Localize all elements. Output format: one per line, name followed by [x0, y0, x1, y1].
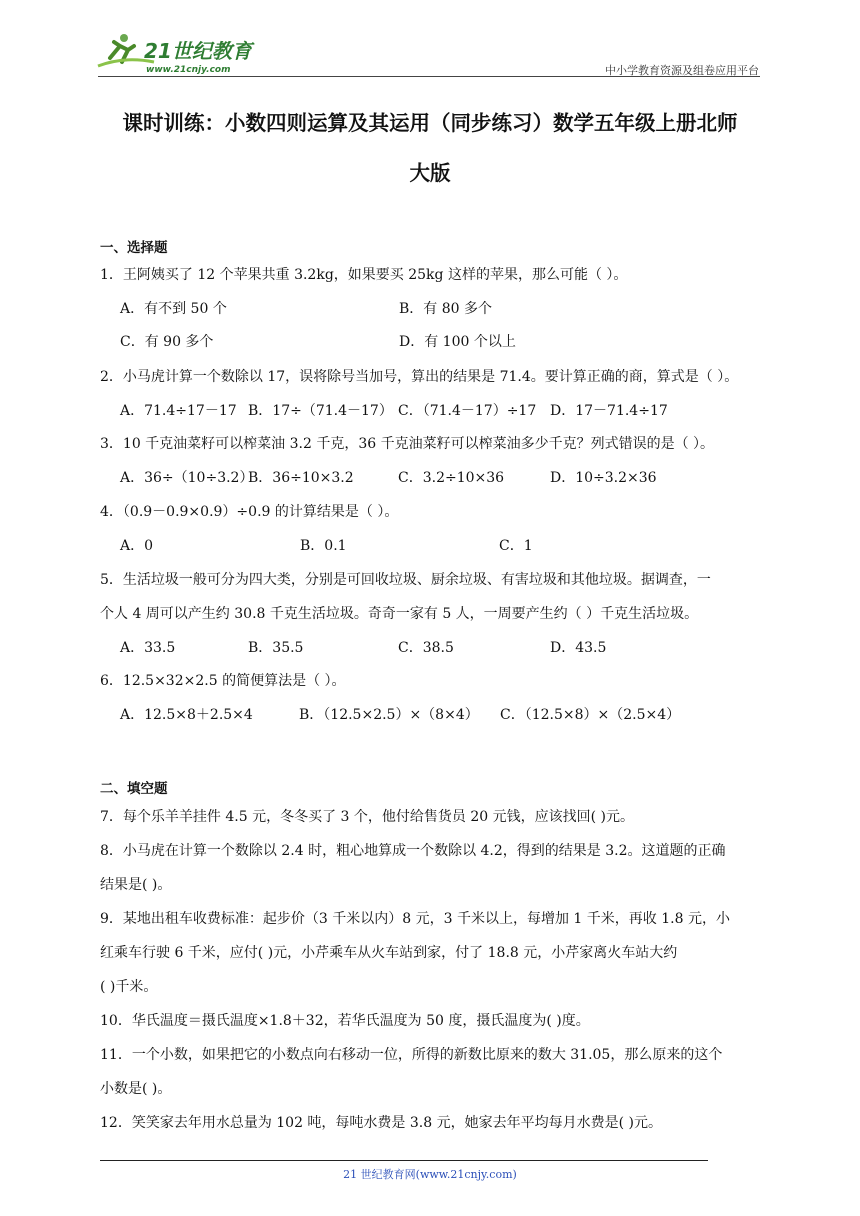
platform-name: 中小学教育资源及组卷应用平台	[605, 64, 759, 77]
q5-option-d: D．43.5	[550, 640, 607, 656]
question-8-line-2: 结果是( )。	[100, 877, 172, 893]
q3-option-c: C．3.2÷10×36	[398, 470, 505, 486]
question-1: 1．王阿姨买了 12 个苹果共重 3.2kg，如果要买 25kg 这样的苹果，那么可能（ ）。	[100, 267, 628, 283]
section-fill-heading: 二、填空题	[100, 781, 168, 797]
site-logo	[94, 28, 264, 76]
question-8-line-1: 8．小马虎在计算一个数除以 2.4 时，粗心地算成一个数除以 4.2，得到的结果是 3.2。这道题的正确	[100, 843, 726, 859]
q2-option-a: A．71.4÷17－17	[120, 403, 237, 419]
title-line-2: 大版	[409, 161, 451, 185]
footer-link[interactable]: 21 世纪教育网(www.21cnjy.com)	[343, 1168, 517, 1181]
q2-option-d: D．17－71.4÷17	[550, 403, 668, 419]
q6-option-a: A．12.5×8＋2.5×4	[120, 707, 253, 723]
q4-option-c: C．1	[499, 538, 533, 554]
q3-option-b: B．36÷10×3.2	[248, 470, 354, 486]
q1-option-b: B．有 80 多个	[399, 301, 493, 317]
q2-option-b: B．17÷（71.4－17）	[248, 403, 393, 419]
q6-option-b: B．（12.5×2.5）×（8×4）	[299, 707, 479, 723]
q6-option-c: C．（12.5×8）×（2.5×4）	[500, 707, 681, 723]
title-line-1: 课时训练：小数四则运算及其运用（同步练习）数学五年级上册北师	[122, 111, 738, 135]
question-10: 10．华氏温度＝摄氏温度×1.8＋32，若华氏温度为 50 度，摄氏温度为( )度。	[100, 1013, 590, 1029]
question-4: 4．（0.9－0.9×0.9）÷0.9 的计算结果是（ ）。	[100, 504, 399, 520]
question-2: 2．小马虎计算一个数除以 17，误将除号当加号，算出的结果是 71.4。要计算正确的商，算式是（ ）。	[100, 369, 739, 385]
question-9-line-3: ( )千米。	[100, 979, 158, 995]
question-3: 3．10 千克油菜籽可以榨菜油 3.2 千克，36 千克油菜籽可以榨菜油多少千克？列式错误的是（ ）。	[100, 436, 715, 452]
q1-option-d: D．有 100 个以上	[399, 334, 516, 350]
question-9-line-2: 红乘车行驶 6 千米，应付( )元，小芹乘车从火车站到家，付了 18.8 元，小芹家离火车站大约	[100, 945, 678, 961]
question-11-line-1: 11．一个小数，如果把它的小数点向右移动一位，所得的新数比原来的数大 31.05，那么原来的这个	[100, 1047, 723, 1063]
q1-option-c: C．有 90 多个	[120, 334, 214, 350]
logo-text: 21世纪教育	[144, 39, 252, 63]
logo-url: www.21cnjy.com	[146, 65, 231, 75]
q3-option-d: D．10÷3.2×36	[550, 470, 657, 486]
q5-option-c: C．38.5	[398, 640, 454, 656]
q5-option-a: A．33.5	[120, 640, 176, 656]
section-choice-heading: 一、选择题	[100, 240, 168, 256]
question-7: 7．每个乐羊羊挂件 4.5 元，冬冬买了 3 个，他付给售货员 20 元钱，应该找回( )元。	[100, 809, 634, 825]
q4-option-a: A．0	[120, 538, 154, 554]
footer-divider	[100, 1160, 708, 1161]
header-divider	[98, 76, 760, 77]
question-5-line-2: 个人 4 周可以产生约 30.8 千克生活垃圾。奇奇一家有 5 人，一周要产生约（ ）千克生活垃圾。	[100, 606, 699, 622]
q4-option-b: B．0.1	[300, 538, 347, 554]
question-11-line-2: 小数是( )。	[100, 1081, 172, 1097]
question-6: 6．12.5×32×2.5 的简便算法是（ ）。	[100, 673, 346, 689]
question-9-line-1: 9．某地出租车收费标准：起步价（3 千米以内）8 元，3 千米以上，每增加 1 千米，再收 1.8 元，小	[100, 911, 730, 927]
page-title	[100, 98, 760, 198]
question-5-line-1: 5．生活垃圾一般可分为四大类，分别是可回收垃圾、厨余垃圾、有害垃圾和其他垃圾。据调查，一	[100, 572, 711, 588]
q3-option-a: A．36÷（10÷3.2）	[120, 470, 254, 486]
q2-option-c: C．（71.4－17）÷17	[398, 403, 537, 419]
q1-option-a: A．有不到 50 个	[120, 301, 227, 317]
q5-option-b: B．35.5	[248, 640, 304, 656]
question-12: 12．笑笑家去年用水总量为 102 吨，每吨水费是 3.8 元，她家去年平均每月水费是( )元。	[100, 1115, 662, 1131]
